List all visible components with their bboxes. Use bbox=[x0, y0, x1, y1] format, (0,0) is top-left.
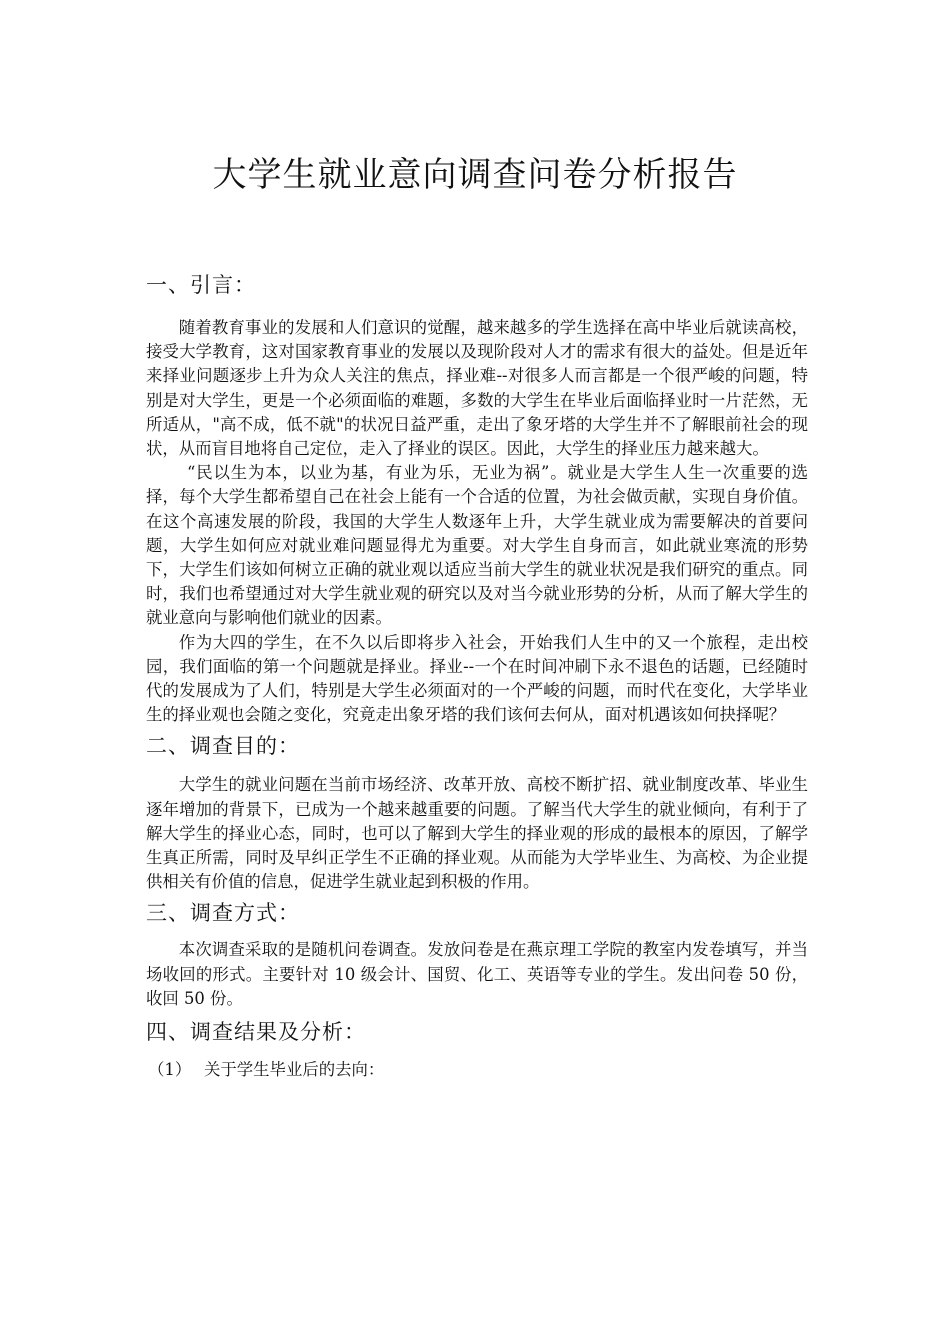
document-body bbox=[146, 268, 808, 1083]
results-item-number: （1） bbox=[148, 1060, 192, 1080]
section-heading-intro: 一、引言： bbox=[146, 273, 256, 297]
section-heading-results: 四、调查结果及分析： bbox=[146, 1020, 366, 1045]
intro-paragraph-1: 随着教育事业的发展和人们意识的觉醒，越来越多的学生选择在高中毕业后就读高校，接受大学教育，这对国家教育事业的发展以及现阶段对人才的需求有很大的益处。但是近年来择业问题逐步上升为众人关注的焦点，择业难--对很多人而言都是一个很严峻的问题，特别是对大学生，更是一个必须面临的难题，多数的大学生在毕业后面临择业时一片茫然，无所适从，"高不成，低不就"的状况日益严重，走出了象牙塔的大学生并不了解眼前社会的现状，从而盲目地将自己定位，走入了择业的误区。因此，大学生的择业压力越来越大。 bbox=[146, 318, 808, 459]
method-paragraph: 本次调查采取的是随机问卷调查。发放问卷是在燕京理工学院的教室内发卷填写，并当场收回的形式。主要针对 10 级会计、国贸、化工、英语等专业的学生。发出问卷 50 份，收回 50 份。 bbox=[146, 940, 808, 1008]
intro-paragraph-2: “民以生为本，以业为基，有业为乐，无业为祸”。就业是大学生人生一次重要的选择，每个大学生都希望自己在社会上能有一个合适的位置，为社会做贡献，实现自身价值。在这个高速发展的阶段，我国的大学生人数逐年上升，大学生就业成为需要解决的首要问题，大学生如何应对就业难问题显得尤为重要。对大学生自身而言，如此就业寒流的形势下，大学生们该如何树立正确的就业观以适应当前大学生的就业状况是我们研究的重点。同时，我们也希望通过对大学生就业观的研究以及对当今就业形势的分析，从而了解大学生的就业意向与影响他们就业的因素。 bbox=[146, 463, 808, 628]
document-title: 大学生就业意向调查问卷分析报告 bbox=[212, 155, 738, 195]
section-heading-purpose: 二、调查目的： bbox=[146, 734, 300, 759]
results-item-1 bbox=[146, 1057, 808, 1083]
section-heading-method: 三、调查方式： bbox=[146, 901, 300, 926]
intro-paragraph-3: 作为大四的学生，在不久以后即将步入社会，开始我们人生中的又一个旅程，走出校园，我们面临的第一个问题就是择业。择业--一个在时间冲刷下永不退色的话题，已经随时代的发展成为了人们，特别是大学生必须面对的一个严峻的问题，而时代在变化，大学毕业生的择业观也会随之变化，究竟走出象牙塔的我们该何去何从，面对机遇该如何抉择呢？ bbox=[146, 632, 808, 725]
results-item-text: 关于学生毕业后的去向： bbox=[204, 1060, 385, 1080]
purpose-paragraph: 大学生的就业问题在当前市场经济、改革开放、高校不断扩招、就业制度改革、毕业生逐年增加的背景下，已成为一个越来越重要的问题。了解当代大学生的就业倾向，有利于了解大学生的择业心态，同时，也可以了解到大学生的择业观的形成的最根本的原因，了解学生真正所需，同时及早纠正学生不正确的择业观。从而能为大学毕业生、为高校、为企业提供相关有价值的信息，促进学生就业起到积极的作用。 bbox=[146, 775, 808, 892]
